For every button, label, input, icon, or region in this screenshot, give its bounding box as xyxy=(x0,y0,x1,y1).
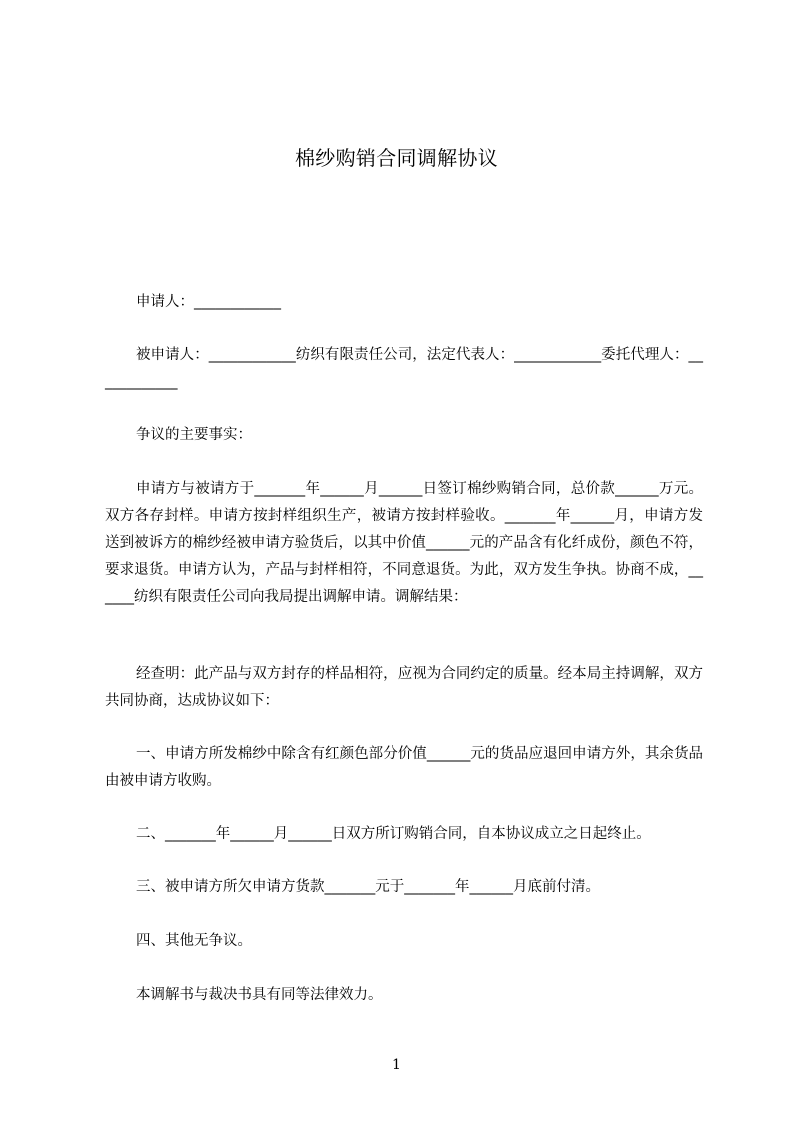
findings-paragraph: 经查明：此产品与双方封存的样品相符，应视为合同约定的质量。经本局主持调解，双方共同协商，达成协议如下： xyxy=(105,666,703,709)
dispute-facts-paragraph: 申请方与被请方于_______年______月______日签订棉纱购销合同，总价款______万元。双方各存封样。申请方按封样组织生产，被请方按封样验收。_______年______月，申请方发送到被诉方的棉纱经被申请方验货后，以其中价值______元的产品含有化纤成份，颜色不符，要求退货。申请方认为，产品与封样相符，不同意退货。为此，双方发生争执。协商不成，______纺织有限责任公司向我局提出调解申请。调解结果： xyxy=(105,481,703,605)
document-title: 棉纱购销合同调解协议 xyxy=(295,146,498,170)
agreement-item-2: 二、_______年______月______日双方所订购销合同，自本协议成立之日起终止。 xyxy=(136,826,651,842)
legal-effect-statement: 本调解书与裁决书具有同等法律效力。 xyxy=(136,987,383,1003)
agreement-item-1: 一、申请方所发棉纱中除含有红颜色部分价值______元的货品应退回申请方外，其余货品由被申请方收购。 xyxy=(105,746,703,789)
agreement-item-4: 四、其他无争议。 xyxy=(136,933,252,949)
applicant-line: 申请人：____________ xyxy=(136,294,281,310)
agreement-item-3: 三、被申请方所欠申请方货款_______元于_______年______月底前付清。 xyxy=(136,879,600,895)
respondent-line: 被申请人：____________纺织有限责任公司，法定代表人：____________委托代理人：____________ xyxy=(105,347,703,390)
page-number: 1 xyxy=(392,1057,401,1073)
dispute-facts-heading: 争议的主要事实： xyxy=(136,427,252,443)
